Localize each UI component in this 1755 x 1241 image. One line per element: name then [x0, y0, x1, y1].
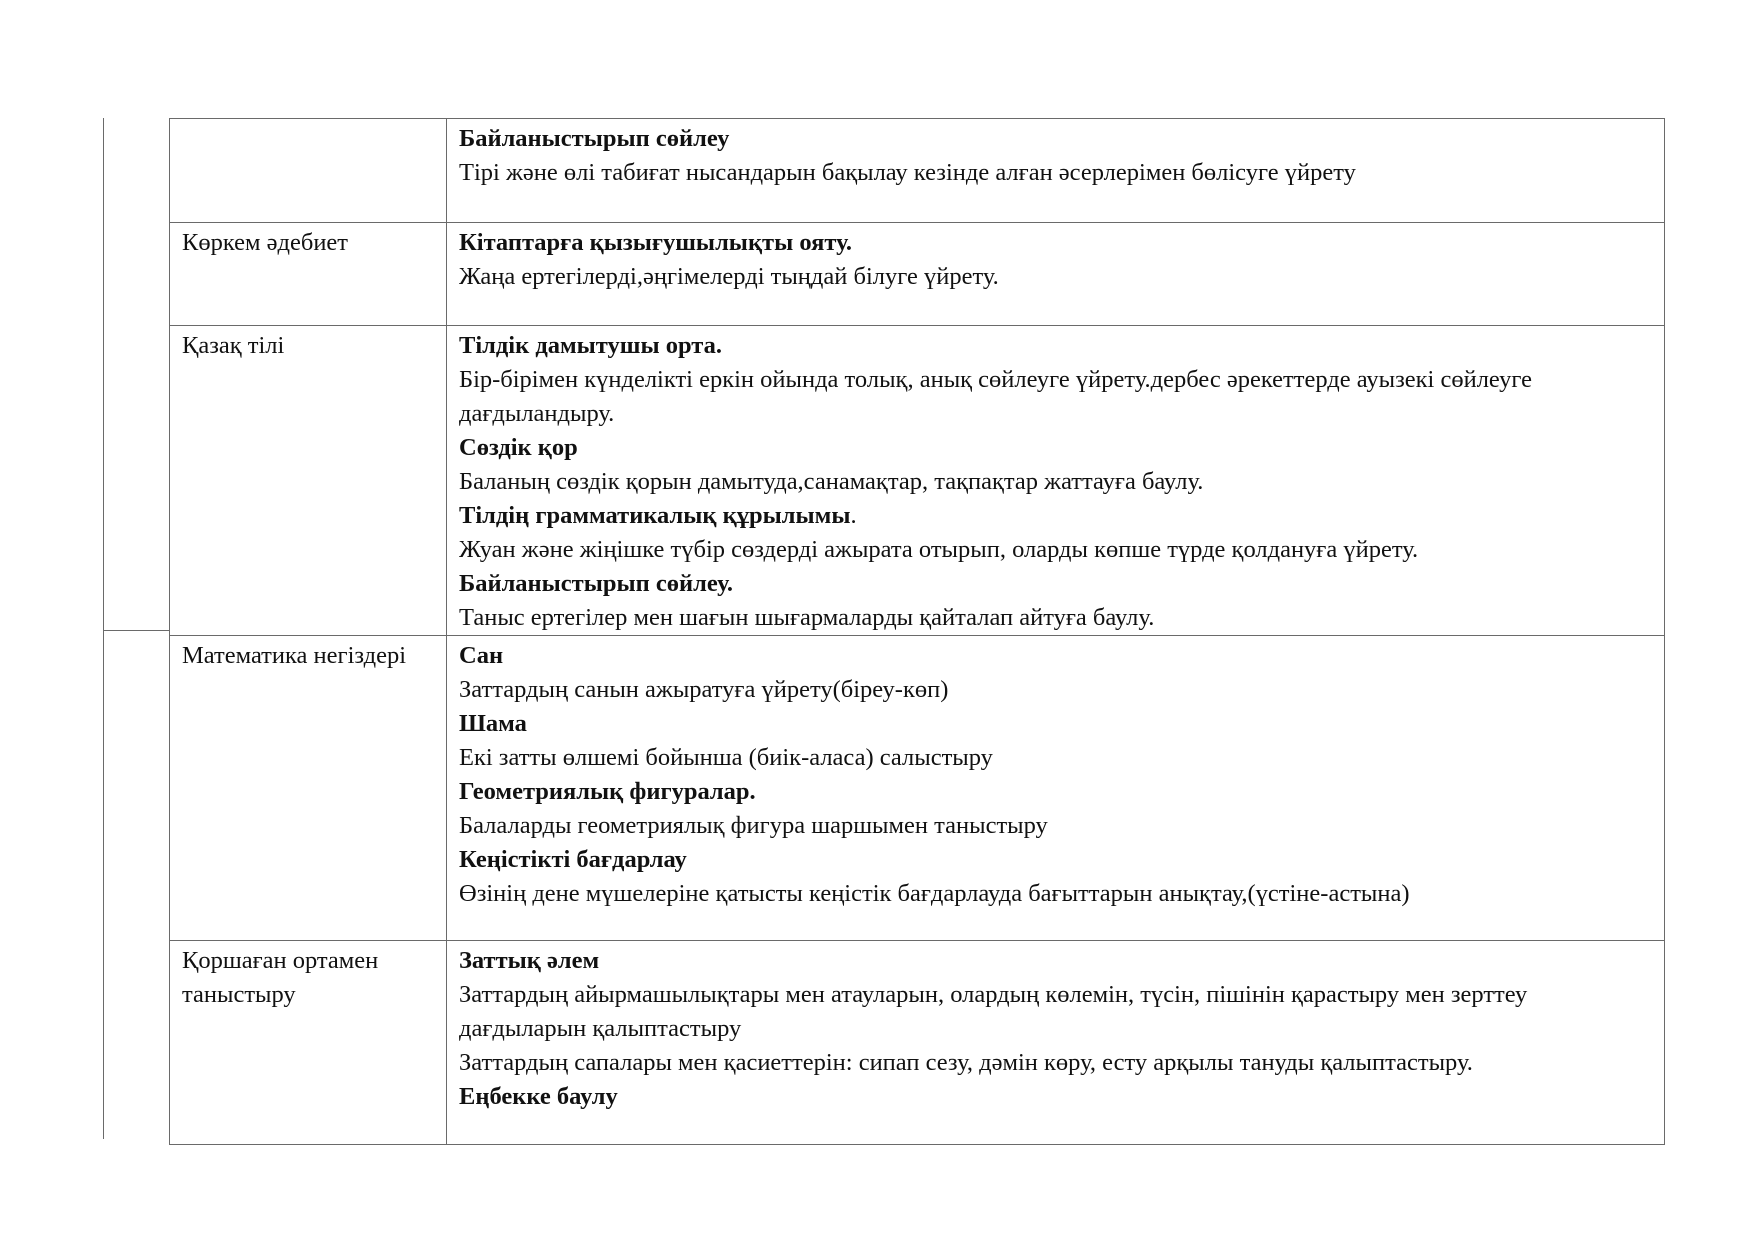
section-heading: Байланыстырып сөйлеу. — [459, 570, 734, 597]
subject-cell — [170, 119, 447, 223]
section-heading — [459, 499, 1652, 533]
table-row — [170, 119, 1665, 223]
subject-cell: Қоршаған ортамен таныстыру — [170, 941, 447, 1145]
content-cell — [447, 119, 1665, 223]
subject-cell: Математика негіздері — [170, 636, 447, 941]
left-column-separator — [103, 630, 169, 631]
section-heading: Сөздік қор — [459, 434, 578, 461]
section-heading: Шама — [459, 710, 527, 737]
section-text: Заттардың айырмашылықтары мен атауларын, олардың көлемін, түсін, пішінін қарастыру мен зерттеу дағдыларын қалыптастыру — [459, 981, 1528, 1042]
section-heading: Геометриялық фигуралар. — [459, 778, 756, 805]
content-cell — [447, 326, 1665, 636]
section-text: Заттардың санын ажыратуға үйрету(біреу-көп) — [459, 676, 949, 703]
content-cell — [447, 636, 1665, 941]
content-cell — [447, 223, 1665, 326]
subject-cell: Көркем әдебиет — [170, 223, 447, 326]
section-heading: Кеңістікті бағдарлау — [459, 846, 687, 873]
table-row — [170, 636, 1665, 941]
content-cell — [447, 941, 1665, 1145]
section-heading: Еңбекке баулу — [459, 1083, 618, 1110]
table-row — [170, 326, 1665, 636]
table-row — [170, 941, 1665, 1145]
section-heading: Кітаптарға қызығушылықты ояту. — [459, 229, 853, 256]
table-row — [170, 223, 1665, 326]
section-heading: Сан — [459, 642, 504, 669]
subject-cell: Қазақ тілі — [170, 326, 447, 636]
curriculum-table — [169, 118, 1665, 1145]
section-text: Таныс ертегілер мен шағын шығармаларды қайталап айтуға баулу. — [459, 604, 1155, 631]
section-heading: Тілдік дамытушы орта. — [459, 332, 722, 359]
section-text: Екі затты өлшемі бойынша (биік-аласа) салыстыру — [459, 744, 993, 771]
section-heading: Заттық әлем — [459, 947, 600, 974]
section-text: Тірі және өлі табиғат нысандарын бақылау кезінде алған әсерлерімен бөлісуге үйрету — [459, 159, 1356, 186]
section-text: Заттардың сапалары мен қасиеттерін: сипап сезу, дәмін көру, есту арқылы тануды қалыптастыру. — [459, 1049, 1473, 1076]
section-text: Өзінің дене мүшелеріне қатысты кеңістік бағдарлауда бағыттарын анықтау,(үстіне-астына) — [459, 880, 1410, 907]
left-column-border — [103, 118, 104, 1139]
section-text: Балаларды геометриялық фигура шаршымен таныстыру — [459, 812, 1048, 839]
section-text: Баланың сөздік қорын дамытуда,санамақтар, тақпақтар жаттауға баулу. — [459, 468, 1204, 495]
section-heading-main: Тілдің грамматикалық құрылымы — [459, 502, 851, 529]
section-text: Бір-бірімен күнделікті еркін ойында толық, анық сөйлеуге үйрету.дербес әрекеттерде ауызекі сөйлеуге дағдыландыру. — [459, 366, 1533, 427]
section-heading: Байланыстырып сөйлеу — [459, 125, 730, 152]
section-text: Жуан және жіңішке түбір сөздерді ажырата отырып, оларды көпше түрде қолдануға үйрету. — [459, 536, 1419, 563]
section-heading-tail: . — [850, 502, 857, 529]
section-text: Жаңа ертегілерді,әңгімелерді тыңдай білуге үйрету. — [459, 263, 999, 290]
